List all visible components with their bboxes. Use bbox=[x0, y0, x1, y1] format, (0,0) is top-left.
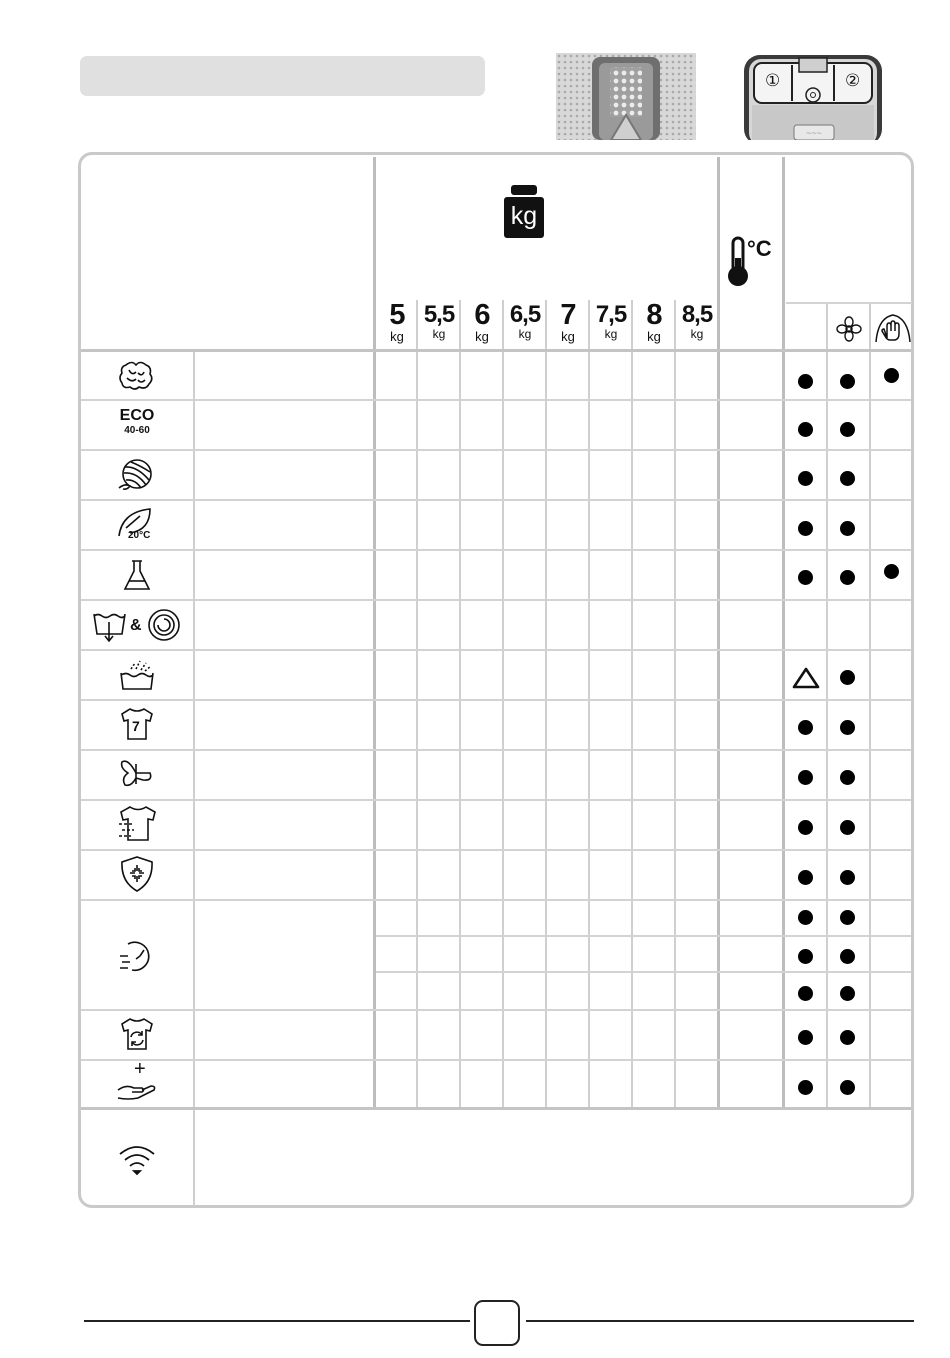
footer-rule-right bbox=[526, 1320, 914, 1322]
refresh-shirt-icon bbox=[118, 1016, 156, 1052]
cotton-icon bbox=[118, 361, 154, 391]
weight-kg-label: kg bbox=[510, 202, 538, 230]
thermometer-icon bbox=[727, 236, 749, 288]
page-number-box bbox=[474, 1300, 520, 1346]
load-column-6kg: 6 kg bbox=[474, 299, 490, 344]
load-column-5kg: 5 kg bbox=[389, 299, 405, 344]
cold-20c-icon bbox=[116, 506, 158, 544]
mark-dot-row12-col0 bbox=[798, 1030, 813, 1045]
hand-wash-plus-sign: + bbox=[134, 1058, 146, 1080]
mark-dot-row1-col1 bbox=[840, 422, 855, 437]
mark-dot-row1-col0 bbox=[798, 422, 813, 437]
rinse-icon bbox=[118, 657, 156, 693]
eco-range-label: 40-60 bbox=[124, 425, 150, 436]
mark-dot-row10-col0 bbox=[798, 870, 813, 885]
mark-dot-row10-col1 bbox=[840, 870, 855, 885]
load-column-8-5kg: 8,5 kg bbox=[681, 301, 713, 341]
compartment-label-2: ② bbox=[845, 71, 861, 90]
mark-dot-row0-col2 bbox=[884, 368, 899, 383]
drain-and-spin-ampersand: & bbox=[130, 617, 142, 634]
mark-dot-row8-col0 bbox=[798, 770, 813, 785]
mark-dot-row8-col1 bbox=[840, 770, 855, 785]
temperature-unit-label: °C bbox=[747, 236, 772, 261]
load-column-7-5kg: 7,5 kg bbox=[595, 301, 627, 341]
softener-flower-icon bbox=[835, 315, 863, 343]
footer-rule-left bbox=[84, 1320, 470, 1322]
mark-dot-row2-col0 bbox=[798, 471, 813, 486]
mark-dot-row11-sub0-col0 bbox=[798, 949, 813, 964]
mark-triangle-row6-col0 bbox=[792, 666, 820, 695]
mark-dot-row6-col1 bbox=[840, 670, 855, 685]
mix-7-label: 7 bbox=[132, 718, 140, 734]
hygiene-shield-icon bbox=[119, 855, 155, 893]
mark-dot-row2-col1 bbox=[840, 471, 855, 486]
mark-dot-row7-col1 bbox=[840, 720, 855, 735]
mark-dot-row11-col1 bbox=[840, 910, 855, 925]
rapid-icon bbox=[118, 938, 156, 974]
mark-dot-row4-col1 bbox=[840, 570, 855, 585]
eco-40-60-icon bbox=[118, 407, 156, 441]
mark-dot-row4-col2 bbox=[884, 564, 899, 579]
weight-kg-icon bbox=[502, 185, 546, 239]
wifi-icon bbox=[118, 1142, 156, 1176]
mark-dot-row3-col0 bbox=[798, 521, 813, 536]
load-column-8kg: 8 kg bbox=[646, 299, 662, 344]
mark-dot-row11-col0 bbox=[798, 910, 813, 925]
load-column-6-5kg: 6,5 kg bbox=[509, 301, 541, 341]
mark-dot-row9-col1 bbox=[840, 820, 855, 835]
mark-dot-row11-sub1-col1 bbox=[840, 986, 855, 1001]
mark-dot-row4-col0 bbox=[798, 570, 813, 585]
mark-dot-row3-col1 bbox=[840, 521, 855, 536]
synthetics-flask-icon bbox=[121, 558, 153, 592]
detergent-drawer-photo bbox=[556, 53, 696, 140]
compartment-label-1: ① bbox=[765, 71, 781, 90]
mark-dot-row7-col0 bbox=[798, 720, 813, 735]
wool-icon bbox=[117, 458, 155, 492]
mark-dot-row0-col0 bbox=[798, 374, 813, 389]
load-column-5-5kg: 5,5 kg bbox=[423, 301, 455, 341]
hand-wash-plus-icon bbox=[116, 1058, 158, 1104]
drain-and-spin-icon bbox=[92, 607, 184, 643]
mark-dot-row11-sub1-col0 bbox=[798, 986, 813, 1001]
prewash-hand-icon bbox=[874, 312, 912, 344]
mark-dot-row12-col1 bbox=[840, 1030, 855, 1045]
mark-dot-row13-col1 bbox=[840, 1080, 855, 1095]
sportswear-icon bbox=[116, 804, 158, 844]
dispenser-compartments-photo bbox=[742, 53, 884, 140]
mark-dot-row0-col1 bbox=[840, 374, 855, 389]
eco-label: ECO bbox=[119, 407, 155, 424]
cold-20c-label: 20°C bbox=[128, 530, 151, 541]
mix-7-icon bbox=[118, 706, 156, 742]
delicates-butterfly-icon bbox=[118, 756, 156, 792]
svg-text:~~~: ~~~ bbox=[806, 128, 822, 138]
mark-dot-row9-col0 bbox=[798, 820, 813, 835]
section-title-bar bbox=[80, 56, 485, 96]
mark-dot-row13-col0 bbox=[798, 1080, 813, 1095]
load-column-7kg: 7 kg bbox=[560, 299, 576, 344]
mark-dot-row11-sub0-col1 bbox=[840, 949, 855, 964]
